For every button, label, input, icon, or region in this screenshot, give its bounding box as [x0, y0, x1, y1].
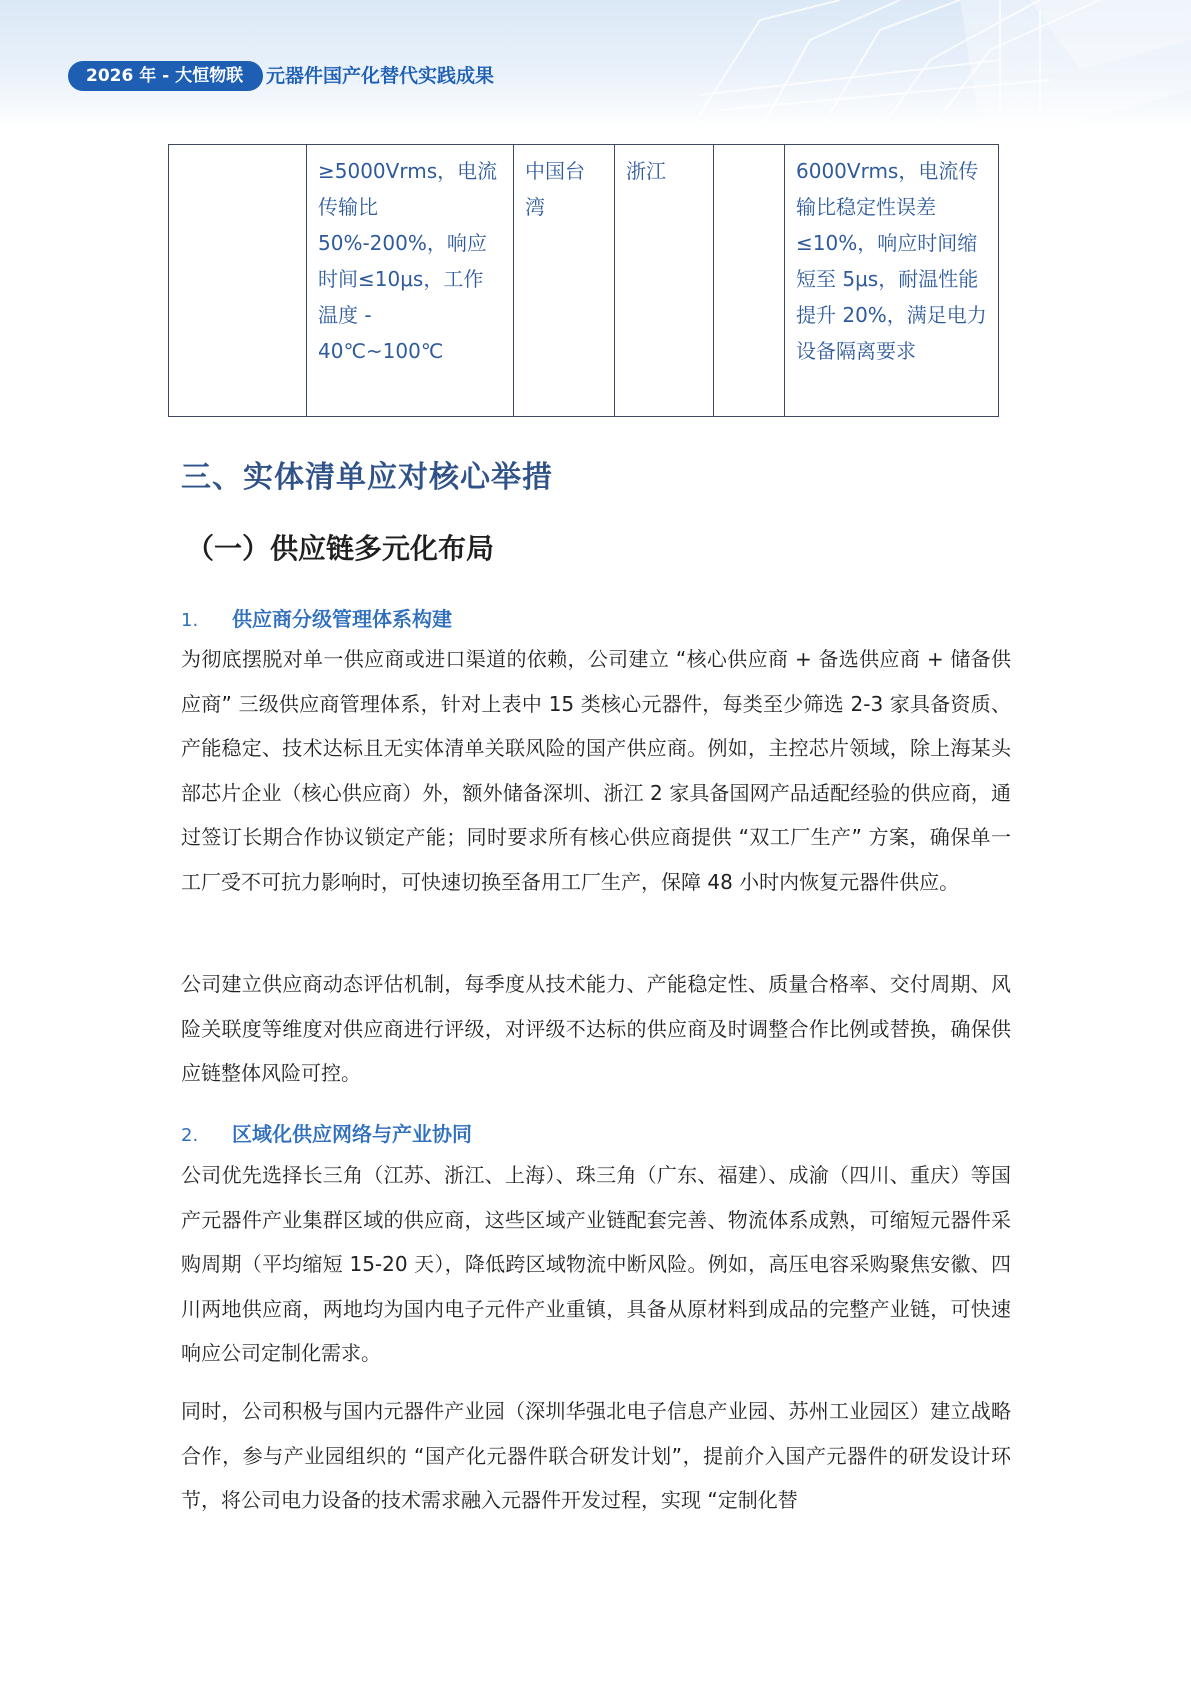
header-title: 元器件国产化替代实践成果: [266, 65, 495, 87]
paragraph: 公司优先选择长三角（江苏、浙江、上海）、珠三角（广东、福建）、成渝（四川、重庆）等国产元器件产业集群区域的供应商，这些区域产业链配套完善、物流体系成熟，可缩短元器件采购周期（平均缩短 15-20 天），降低跨区域物流中断风险。例如，高压电容采购聚焦安徽、四川两地供应商，两地均为国内电子元件产业重镇，具备从原材料到成品的完整产业链，可快速响应公司定制化需求。: [181, 1163, 1011, 1366]
item-heading-text: 供应商分级管理体系构建: [232, 607, 452, 631]
paragraph: 为彻底摆脱对单一供应商或进口渠道的依赖，公司建立 “核心供应商 + 备选供应商 + 储备供应商” 三级供应商管理体系，针对上表中 15 类核心元器件，每类至少筛选 2-3 家具备资质、产能稳定、技术达标且无实体清单关联风险的国产供应商。例如，主控芯片领域，除上海某头部芯片企业（核心供应商）外，额外储备深圳、浙江 2 家具备国网产品适配经验的供应商，通过签订长期合作协议锁定产能；同时要求所有核心供应商提供 “双工厂生产” 方案，确保单一工厂受不可抗力影响时，可快速切换至备用工厂生产，保障 48 小时内恢复元器件供应。: [181, 647, 1011, 894]
spec-table: [168, 144, 999, 417]
table-cell-spec: ≥5000Vrms，电流传输比 50%-200%，响应时间≤10μs，工作温度 - 40℃~100℃: [307, 145, 514, 417]
table-cell-result: 6000Vrms，电流传输比稳定性误差≤10%，响应时间缩短至 5μs，耐温性能提升 20%，满足电力设备隔离要求: [785, 145, 999, 417]
table-cell-supplier-region: 浙江: [615, 145, 714, 417]
item-heading-text: 区域化供应网络与产业协同: [232, 1122, 472, 1146]
subsection-title: （一）供应链多元化布局: [186, 532, 495, 565]
item-number: 1.: [181, 610, 199, 631]
section-title: 三、实体清单应对核心举措: [181, 460, 553, 495]
item-number: 2.: [181, 1125, 199, 1146]
paragraph: 公司建立供应商动态评估机制，每季度从技术能力、产能稳定性、质量合格率、交付周期、风险关联度等维度对供应商进行评级，对评级不达标的供应商及时调整合作比例或替换，确保供应链整体风险可控。: [181, 972, 1011, 1086]
table-cell-origin: 中国台湾: [514, 145, 615, 417]
table-cell: [169, 145, 307, 417]
table-cell: [714, 145, 785, 417]
table-row: [169, 145, 999, 417]
item-heading: [181, 603, 452, 632]
item-heading: [181, 1118, 472, 1147]
header-badge: 2026 年 - 大恒物联: [68, 61, 263, 91]
paragraph: 同时，公司积极与国内元器件产业园（深圳华强北电子信息产业园、苏州工业园区）建立战略合作，参与产业园组织的 “国产化元器件联合研发计划”，提前介入国产元器件的研发设计环节，将公司电力设备的技术需求融入元器件开发过程，实现 “定制化替: [181, 1399, 1011, 1513]
